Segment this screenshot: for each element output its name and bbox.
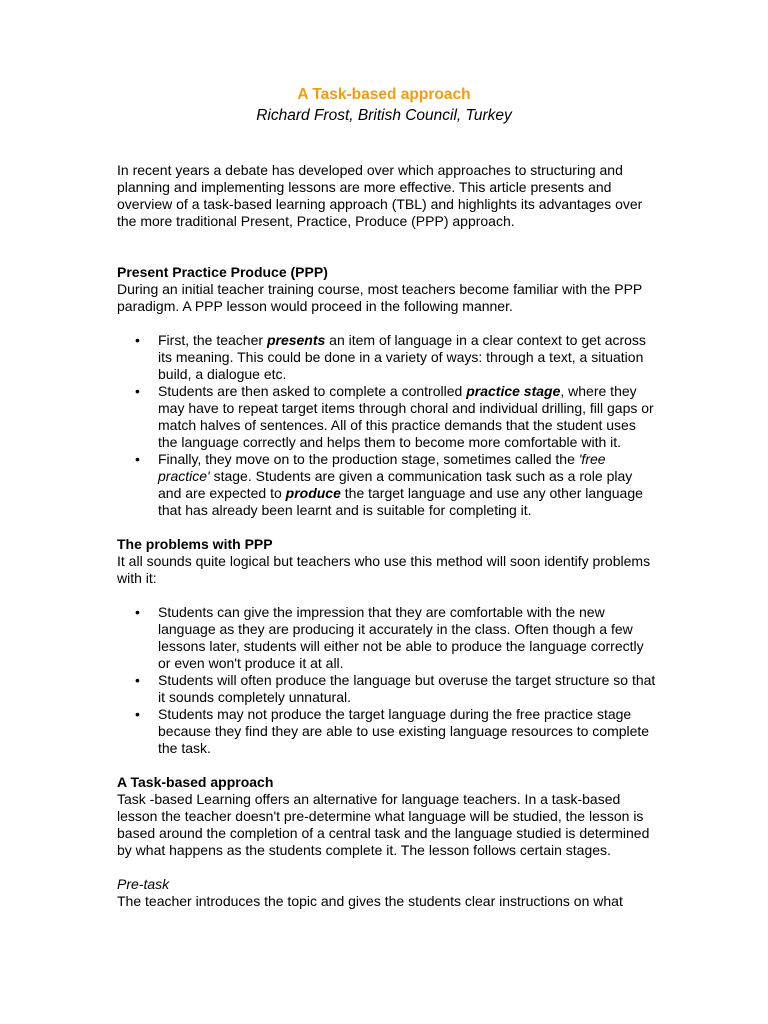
problems-heading: The problems with PPP	[117, 536, 273, 552]
list-item	[117, 332, 657, 383]
emphasis-free-practice: 'free practice'	[158, 451, 606, 484]
document-title: A Task-based approach	[297, 86, 471, 103]
bullet-text: Finally, they move on to the production stage, sometimes called the	[158, 451, 579, 467]
list-item	[117, 672, 657, 706]
bullet-text: Students will often produce the language but overuse the target structure so that it sounds completely unnatural.	[158, 672, 656, 705]
bullet-text: Students are then asked to complete a controlled	[158, 383, 467, 399]
bullet-icon: •	[135, 332, 140, 348]
bullet-icon: •	[135, 706, 140, 722]
bullet-text: First, the teacher	[158, 332, 267, 348]
bullet-text: Students may not produce the target language during the free practice stage because they find they are able to use existing language resources to complete the task.	[158, 706, 650, 756]
emphasis-practice-stage: practice stage	[466, 383, 561, 399]
tbl-paragraph: Task -based Learning offers an alternative for language teachers. In a task-based lesson the teacher doesn't pre-determine what language will be studied, the lesson is based around the completion of a central task and the language studied is determined by what happens as the students complete it. The lesson follows certain stages.	[117, 791, 650, 858]
list-item	[117, 706, 657, 757]
bullet-text: stage. Students are given a communication task such as a role play and are expected to	[158, 468, 633, 501]
bullet-icon: •	[135, 451, 140, 467]
problems-paragraph: It all sounds quite logical but teachers who use this method will soon identify problems with it:	[117, 553, 651, 586]
document-subtitle: Richard Frost, British Council, Turkey	[256, 107, 512, 124]
bullet-text: an item of language in a clear context to get across its meaning. This could be done in a variety of ways: through a text, a situation build, a dialogue etc.	[158, 332, 646, 382]
bullet-text: the target language and use any other language that has already been learnt and is suitable for completing it.	[158, 485, 643, 518]
problems-bullet-list	[117, 604, 657, 757]
bullet-text: Students can give the impression that they are comfortable with the new language as they are producing it accurately in the class. Often though a few lessons later, students will either not be able to produce the language correctly or even won't produce it at all.	[158, 604, 644, 671]
list-item	[117, 604, 657, 672]
pretask-paragraph: The teacher introduces the topic and gives the students clear instructions on what	[117, 893, 623, 909]
list-item	[117, 451, 657, 519]
intro-paragraph: In recent years a debate has developed over which approaches to structuring and planning and implementing lessons are more effective. This article presents and overview of a task-based learning approach (TBL) and highlights its advantages over the more traditional Present, Practice, Produce (PPP) approach.	[117, 162, 643, 229]
bullet-icon: •	[135, 604, 140, 620]
title-block	[0, 85, 768, 126]
bullet-icon: •	[135, 383, 140, 399]
emphasis-presents: presents	[266, 332, 326, 348]
ppp-bullet-list	[117, 332, 657, 519]
list-item	[117, 383, 657, 451]
emphasis-produce: produce	[285, 485, 341, 501]
bullet-text: , where they may have to repeat target items through choral and individual drilling, fill gaps or match halves of sentences. All of this practice demands that the student uses the language correctly and helps them to become more comfortable with it.	[158, 383, 654, 450]
bullet-icon: •	[135, 672, 140, 688]
ppp-paragraph: During an initial teacher training course, most teachers become familiar with the PPP paradigm. A PPP lesson would proceed in the following manner.	[117, 281, 642, 314]
tbl-heading: A Task-based approach	[117, 774, 274, 790]
pretask-heading: Pre-task	[117, 876, 170, 892]
ppp-heading: Present Practice Produce (PPP)	[117, 264, 328, 280]
document-body	[117, 162, 657, 910]
